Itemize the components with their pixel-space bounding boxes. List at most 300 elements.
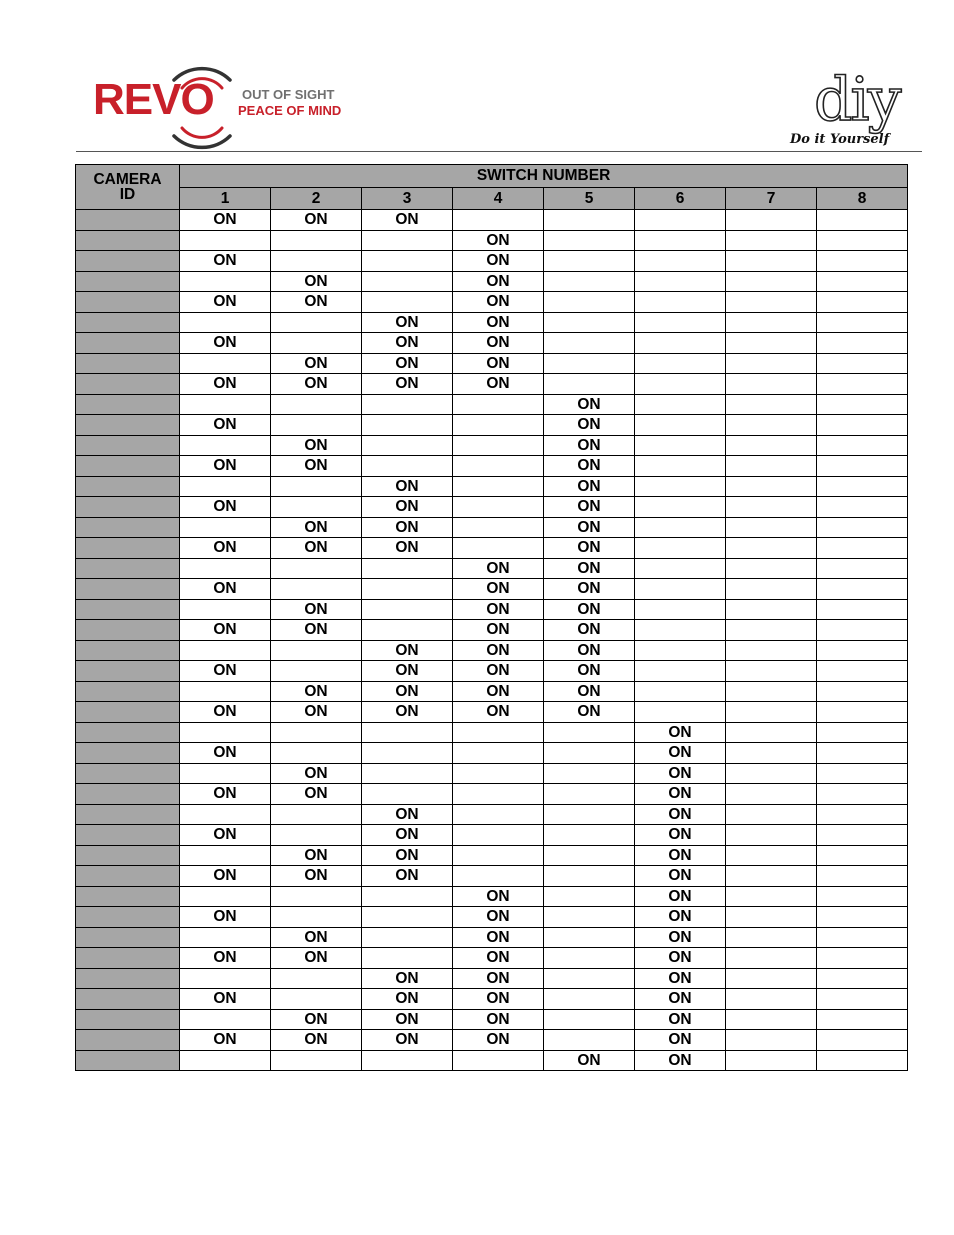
- column-header: 6: [635, 188, 726, 210]
- switch-cell: ON: [635, 968, 726, 989]
- switch-cell: ON: [362, 210, 453, 231]
- switch-cell: ON: [271, 353, 362, 374]
- switch-cell: [817, 927, 908, 948]
- switch-cell: [817, 620, 908, 641]
- switch-cell: ON: [180, 579, 271, 600]
- switch-cell: ON: [453, 353, 544, 374]
- switch-cell: [817, 230, 908, 251]
- switch-table: [75, 164, 908, 1071]
- switch-cell: [817, 784, 908, 805]
- switch-cell: [635, 517, 726, 538]
- switch-cell: [271, 333, 362, 354]
- switch-cell: ON: [544, 476, 635, 497]
- switch-cell: [180, 517, 271, 538]
- switch-cell: [726, 374, 817, 395]
- switch-cell: [817, 886, 908, 907]
- switch-cell: [635, 497, 726, 518]
- switch-cell: [817, 353, 908, 374]
- revo-tagline-line2: PEACE OF MIND: [238, 103, 342, 118]
- switch-cell: ON: [453, 702, 544, 723]
- switch-cell: ON: [544, 640, 635, 661]
- switch-cell: ON: [180, 907, 271, 928]
- switch-cell: [726, 968, 817, 989]
- switch-cell: [726, 1050, 817, 1071]
- switch-cell: [726, 743, 817, 764]
- switch-cell: ON: [453, 886, 544, 907]
- switch-cell: [817, 907, 908, 928]
- switch-cell: ON: [362, 804, 453, 825]
- switch-cell: [726, 866, 817, 887]
- table-row: [76, 763, 908, 784]
- camera-id-cell: [76, 661, 180, 682]
- switch-cell: [544, 312, 635, 333]
- camera-id-cell: [76, 1030, 180, 1051]
- camera-id-cell: [76, 763, 180, 784]
- switch-cell: ON: [271, 702, 362, 723]
- switch-cell: [271, 497, 362, 518]
- switch-cell: [635, 476, 726, 497]
- switch-cell: [817, 722, 908, 743]
- switch-cell: [635, 702, 726, 723]
- switch-cell: [635, 599, 726, 620]
- switch-cell: [271, 312, 362, 333]
- switch-cell: [817, 538, 908, 559]
- switch-cell: ON: [453, 640, 544, 661]
- table-row: [76, 743, 908, 764]
- revo-tagline-line1: OUT OF SIGHT: [242, 87, 335, 102]
- switch-cell: ON: [453, 948, 544, 969]
- switch-cell: [362, 292, 453, 313]
- switch-cell: ON: [180, 456, 271, 477]
- switch-cell: [271, 886, 362, 907]
- switch-cell: [180, 804, 271, 825]
- switch-cell: [271, 722, 362, 743]
- switch-cell: ON: [544, 579, 635, 600]
- camera-id-cell: [76, 702, 180, 723]
- camera-id-cell: [76, 681, 180, 702]
- switch-cell: [271, 476, 362, 497]
- switch-cell: [726, 435, 817, 456]
- camera-id-header: [76, 165, 180, 210]
- switch-cell: [544, 251, 635, 272]
- switch-cell: ON: [362, 989, 453, 1010]
- switch-cell: ON: [180, 497, 271, 518]
- table-row: [76, 825, 908, 846]
- switch-cell: [180, 312, 271, 333]
- switch-cell: [180, 353, 271, 374]
- switch-cell: [817, 394, 908, 415]
- switch-cell: [544, 353, 635, 374]
- switch-cell: ON: [271, 948, 362, 969]
- switch-cell: [726, 271, 817, 292]
- table-row: [76, 456, 908, 477]
- switch-cell: [817, 435, 908, 456]
- switch-cell: [453, 415, 544, 436]
- switch-cell: [817, 292, 908, 313]
- camera-id-cell: [76, 927, 180, 948]
- switch-cell: ON: [362, 661, 453, 682]
- switch-cell: ON: [362, 681, 453, 702]
- switch-cell: [726, 661, 817, 682]
- switch-cell: ON: [180, 415, 271, 436]
- switch-cell: [362, 271, 453, 292]
- camera-id-cell: [76, 866, 180, 887]
- switch-cell: [817, 251, 908, 272]
- switch-cell: [635, 558, 726, 579]
- switch-cell: [817, 210, 908, 231]
- switch-cell: [817, 763, 908, 784]
- camera-id-cell: [76, 394, 180, 415]
- switch-cell: [817, 271, 908, 292]
- switch-cell: ON: [271, 456, 362, 477]
- switch-cell: ON: [180, 702, 271, 723]
- switch-cell: ON: [453, 989, 544, 1010]
- switch-cell: [362, 948, 453, 969]
- switch-cell: [817, 702, 908, 723]
- switch-cell: [726, 579, 817, 600]
- switch-cell: ON: [362, 702, 453, 723]
- table-row: [76, 374, 908, 395]
- switch-cell: ON: [453, 230, 544, 251]
- switch-cell: [362, 558, 453, 579]
- switch-cell: [726, 640, 817, 661]
- switch-cell: [726, 1030, 817, 1051]
- table-row: [76, 292, 908, 313]
- switch-cell: ON: [362, 825, 453, 846]
- switch-cell: ON: [362, 497, 453, 518]
- switch-cell: ON: [271, 866, 362, 887]
- switch-cell: ON: [544, 517, 635, 538]
- switch-cell: [180, 558, 271, 579]
- switch-cell: [362, 927, 453, 948]
- camera-id-cell: [76, 743, 180, 764]
- table-row: [76, 702, 908, 723]
- switch-cell: ON: [362, 517, 453, 538]
- switch-cell: [453, 784, 544, 805]
- switch-cell: ON: [635, 1009, 726, 1030]
- camera-id-cell: [76, 497, 180, 518]
- switch-cell: [726, 784, 817, 805]
- switch-cell: [544, 292, 635, 313]
- switch-cell: [362, 435, 453, 456]
- camera-id-cell: [76, 784, 180, 805]
- switch-cell: ON: [453, 1030, 544, 1051]
- table-row: [76, 538, 908, 559]
- switch-cell: [817, 640, 908, 661]
- switch-cell: [726, 292, 817, 313]
- camera-id-cell: [76, 435, 180, 456]
- revo-logo: [90, 58, 350, 150]
- switch-cell: [726, 538, 817, 559]
- table-row: [76, 476, 908, 497]
- switch-cell: [362, 886, 453, 907]
- switch-cell: ON: [453, 599, 544, 620]
- switch-cell: ON: [544, 497, 635, 518]
- column-header: 2: [271, 188, 362, 210]
- table-row: [76, 620, 908, 641]
- switch-cell: [817, 456, 908, 477]
- switch-cell: ON: [362, 1009, 453, 1030]
- switch-cell: [271, 661, 362, 682]
- switch-cell: ON: [453, 927, 544, 948]
- switch-cell: [726, 558, 817, 579]
- camera-id-cell: [76, 517, 180, 538]
- switch-cell: [726, 497, 817, 518]
- table-row: [76, 517, 908, 538]
- switch-cell: [635, 579, 726, 600]
- table-row: [76, 230, 908, 251]
- camera-id-cell: [76, 989, 180, 1010]
- switch-cell: ON: [180, 251, 271, 272]
- switch-cell: ON: [180, 743, 271, 764]
- switch-cell: [635, 374, 726, 395]
- switch-cell: ON: [180, 784, 271, 805]
- switch-cell: ON: [635, 866, 726, 887]
- switch-cell: ON: [271, 1030, 362, 1051]
- switch-cell: [635, 251, 726, 272]
- switch-cell: [180, 1009, 271, 1030]
- switch-cell: [635, 538, 726, 559]
- switch-cell: ON: [271, 538, 362, 559]
- switch-cell: [544, 210, 635, 231]
- switch-cell: [362, 251, 453, 272]
- table-row: [76, 886, 908, 907]
- camera-id-cell: [76, 456, 180, 477]
- switch-cell: [726, 722, 817, 743]
- switch-cell: [453, 1050, 544, 1071]
- table-row: [76, 968, 908, 989]
- camera-id-cell: [76, 722, 180, 743]
- table-row: [76, 394, 908, 415]
- column-header: 7: [726, 188, 817, 210]
- switch-cell: ON: [271, 271, 362, 292]
- switch-cell: [271, 415, 362, 436]
- switch-cell: [271, 1050, 362, 1071]
- table-row: [76, 333, 908, 354]
- switch-cell: ON: [453, 579, 544, 600]
- switch-cell: [635, 620, 726, 641]
- switch-cell: ON: [180, 948, 271, 969]
- switch-cell: [635, 394, 726, 415]
- camera-id-cell: [76, 538, 180, 559]
- switch-cell: [180, 271, 271, 292]
- column-header: 8: [817, 188, 908, 210]
- switch-cell: ON: [635, 825, 726, 846]
- switch-cell: [635, 230, 726, 251]
- switch-cell: [180, 927, 271, 948]
- table-row: [76, 251, 908, 272]
- switch-cell: [635, 435, 726, 456]
- switch-cell: ON: [271, 784, 362, 805]
- switch-cell: [544, 989, 635, 1010]
- switch-cell: [635, 210, 726, 231]
- switch-cell: ON: [180, 210, 271, 231]
- switch-cell: [544, 1009, 635, 1030]
- table-row: [76, 661, 908, 682]
- switch-cell: ON: [180, 989, 271, 1010]
- switch-cell: [726, 230, 817, 251]
- switch-cell: [726, 415, 817, 436]
- switch-cell: [817, 476, 908, 497]
- switch-cell: [544, 333, 635, 354]
- switch-cell: [817, 989, 908, 1010]
- switch-cell: ON: [453, 1009, 544, 1030]
- table-row: [76, 497, 908, 518]
- diy-logo-tagline: Do it Yourself: [790, 132, 890, 147]
- table-row: [76, 804, 908, 825]
- switch-cell: [817, 866, 908, 887]
- camera-id-header-line2: ID: [119, 186, 136, 203]
- switch-cell: [817, 825, 908, 846]
- switch-cell: ON: [180, 825, 271, 846]
- switch-cell: ON: [635, 743, 726, 764]
- switch-cell: [817, 804, 908, 825]
- switch-cell: ON: [453, 620, 544, 641]
- diy-logo-word: diy: [814, 65, 900, 135]
- camera-id-cell: [76, 251, 180, 272]
- camera-id-cell: [76, 804, 180, 825]
- switch-cell: [271, 825, 362, 846]
- switch-cell: ON: [362, 845, 453, 866]
- switch-cell: [180, 681, 271, 702]
- switch-cell: [726, 210, 817, 231]
- switch-cell: [544, 927, 635, 948]
- switch-cell: ON: [180, 866, 271, 887]
- switch-cell: ON: [362, 312, 453, 333]
- switch-cell: ON: [635, 886, 726, 907]
- switch-cell: [362, 394, 453, 415]
- switch-cell: [817, 1009, 908, 1030]
- column-header: 3: [362, 188, 453, 210]
- table-row: [76, 927, 908, 948]
- switch-cell: ON: [635, 907, 726, 928]
- switch-cell: [453, 763, 544, 784]
- switch-cell: ON: [362, 1030, 453, 1051]
- table-row: [76, 1030, 908, 1051]
- switch-cell: [726, 804, 817, 825]
- switch-cell: [817, 333, 908, 354]
- camera-id-cell: [76, 579, 180, 600]
- switch-cell: [362, 415, 453, 436]
- camera-id-cell: [76, 599, 180, 620]
- switch-cell: [544, 784, 635, 805]
- switch-cell: [271, 251, 362, 272]
- switch-cell: [726, 251, 817, 272]
- table-row: [76, 353, 908, 374]
- table-row: [76, 558, 908, 579]
- switch-cell: [180, 394, 271, 415]
- switch-cell: ON: [544, 661, 635, 682]
- switch-cell: [726, 1009, 817, 1030]
- switch-cell: [726, 353, 817, 374]
- switch-cell: [544, 845, 635, 866]
- switch-cell: [817, 1050, 908, 1071]
- switch-cell: [726, 825, 817, 846]
- switch-cell: [180, 476, 271, 497]
- switch-cell: [362, 1050, 453, 1071]
- switch-cell: ON: [362, 374, 453, 395]
- switch-cell: [271, 579, 362, 600]
- column-header: 4: [453, 188, 544, 210]
- switch-cell: [726, 620, 817, 641]
- switch-cell: [271, 968, 362, 989]
- table-row: [76, 845, 908, 866]
- switch-cell: ON: [271, 620, 362, 641]
- switch-cell: ON: [453, 558, 544, 579]
- switch-cell: [817, 743, 908, 764]
- switch-cell: ON: [544, 620, 635, 641]
- switch-cell: [453, 517, 544, 538]
- switch-cell: [544, 271, 635, 292]
- switch-cell: ON: [544, 538, 635, 559]
- switch-cell: ON: [635, 1050, 726, 1071]
- switch-cell: [544, 825, 635, 846]
- switch-cell: [180, 640, 271, 661]
- switch-cell: [362, 743, 453, 764]
- camera-id-cell: [76, 640, 180, 661]
- table-row: [76, 210, 908, 231]
- header-divider: [76, 151, 922, 152]
- switch-cell: [726, 845, 817, 866]
- table-body: [76, 210, 908, 1071]
- switch-cell: [271, 989, 362, 1010]
- switch-cell: [726, 927, 817, 948]
- switch-cell: [271, 743, 362, 764]
- switch-cell: [544, 907, 635, 928]
- camera-id-cell: [76, 374, 180, 395]
- switch-cell: [635, 456, 726, 477]
- camera-id-cell: [76, 210, 180, 231]
- switch-cell: [453, 435, 544, 456]
- switch-cell: ON: [635, 722, 726, 743]
- switch-cell: [362, 620, 453, 641]
- switch-cell: [544, 886, 635, 907]
- switch-cell: ON: [180, 292, 271, 313]
- switch-cell: ON: [271, 292, 362, 313]
- switch-cell: ON: [544, 681, 635, 702]
- table-row: [76, 784, 908, 805]
- switch-cell: [453, 210, 544, 231]
- switch-cell: [544, 743, 635, 764]
- switch-cell: [544, 374, 635, 395]
- camera-id-cell: [76, 907, 180, 928]
- table-row: [76, 435, 908, 456]
- switch-cell: ON: [453, 312, 544, 333]
- switch-cell: [453, 743, 544, 764]
- switch-cell: [817, 968, 908, 989]
- switch-cell: ON: [180, 374, 271, 395]
- switch-cell: [544, 866, 635, 887]
- switch-cell: [817, 497, 908, 518]
- table-row: [76, 989, 908, 1010]
- camera-id-cell: [76, 620, 180, 641]
- switch-cell: [544, 804, 635, 825]
- switch-cell: [635, 681, 726, 702]
- table-row: [76, 907, 908, 928]
- switch-cell: [544, 763, 635, 784]
- switch-cell: [362, 722, 453, 743]
- camera-id-cell: [76, 476, 180, 497]
- switch-cell: [180, 968, 271, 989]
- switch-cell: ON: [453, 374, 544, 395]
- camera-id-cell: [76, 271, 180, 292]
- table-row: [76, 722, 908, 743]
- switch-cell: ON: [271, 599, 362, 620]
- camera-id-cell: [76, 333, 180, 354]
- switch-cell: [817, 517, 908, 538]
- switch-cell: ON: [544, 599, 635, 620]
- switch-cell: [726, 907, 817, 928]
